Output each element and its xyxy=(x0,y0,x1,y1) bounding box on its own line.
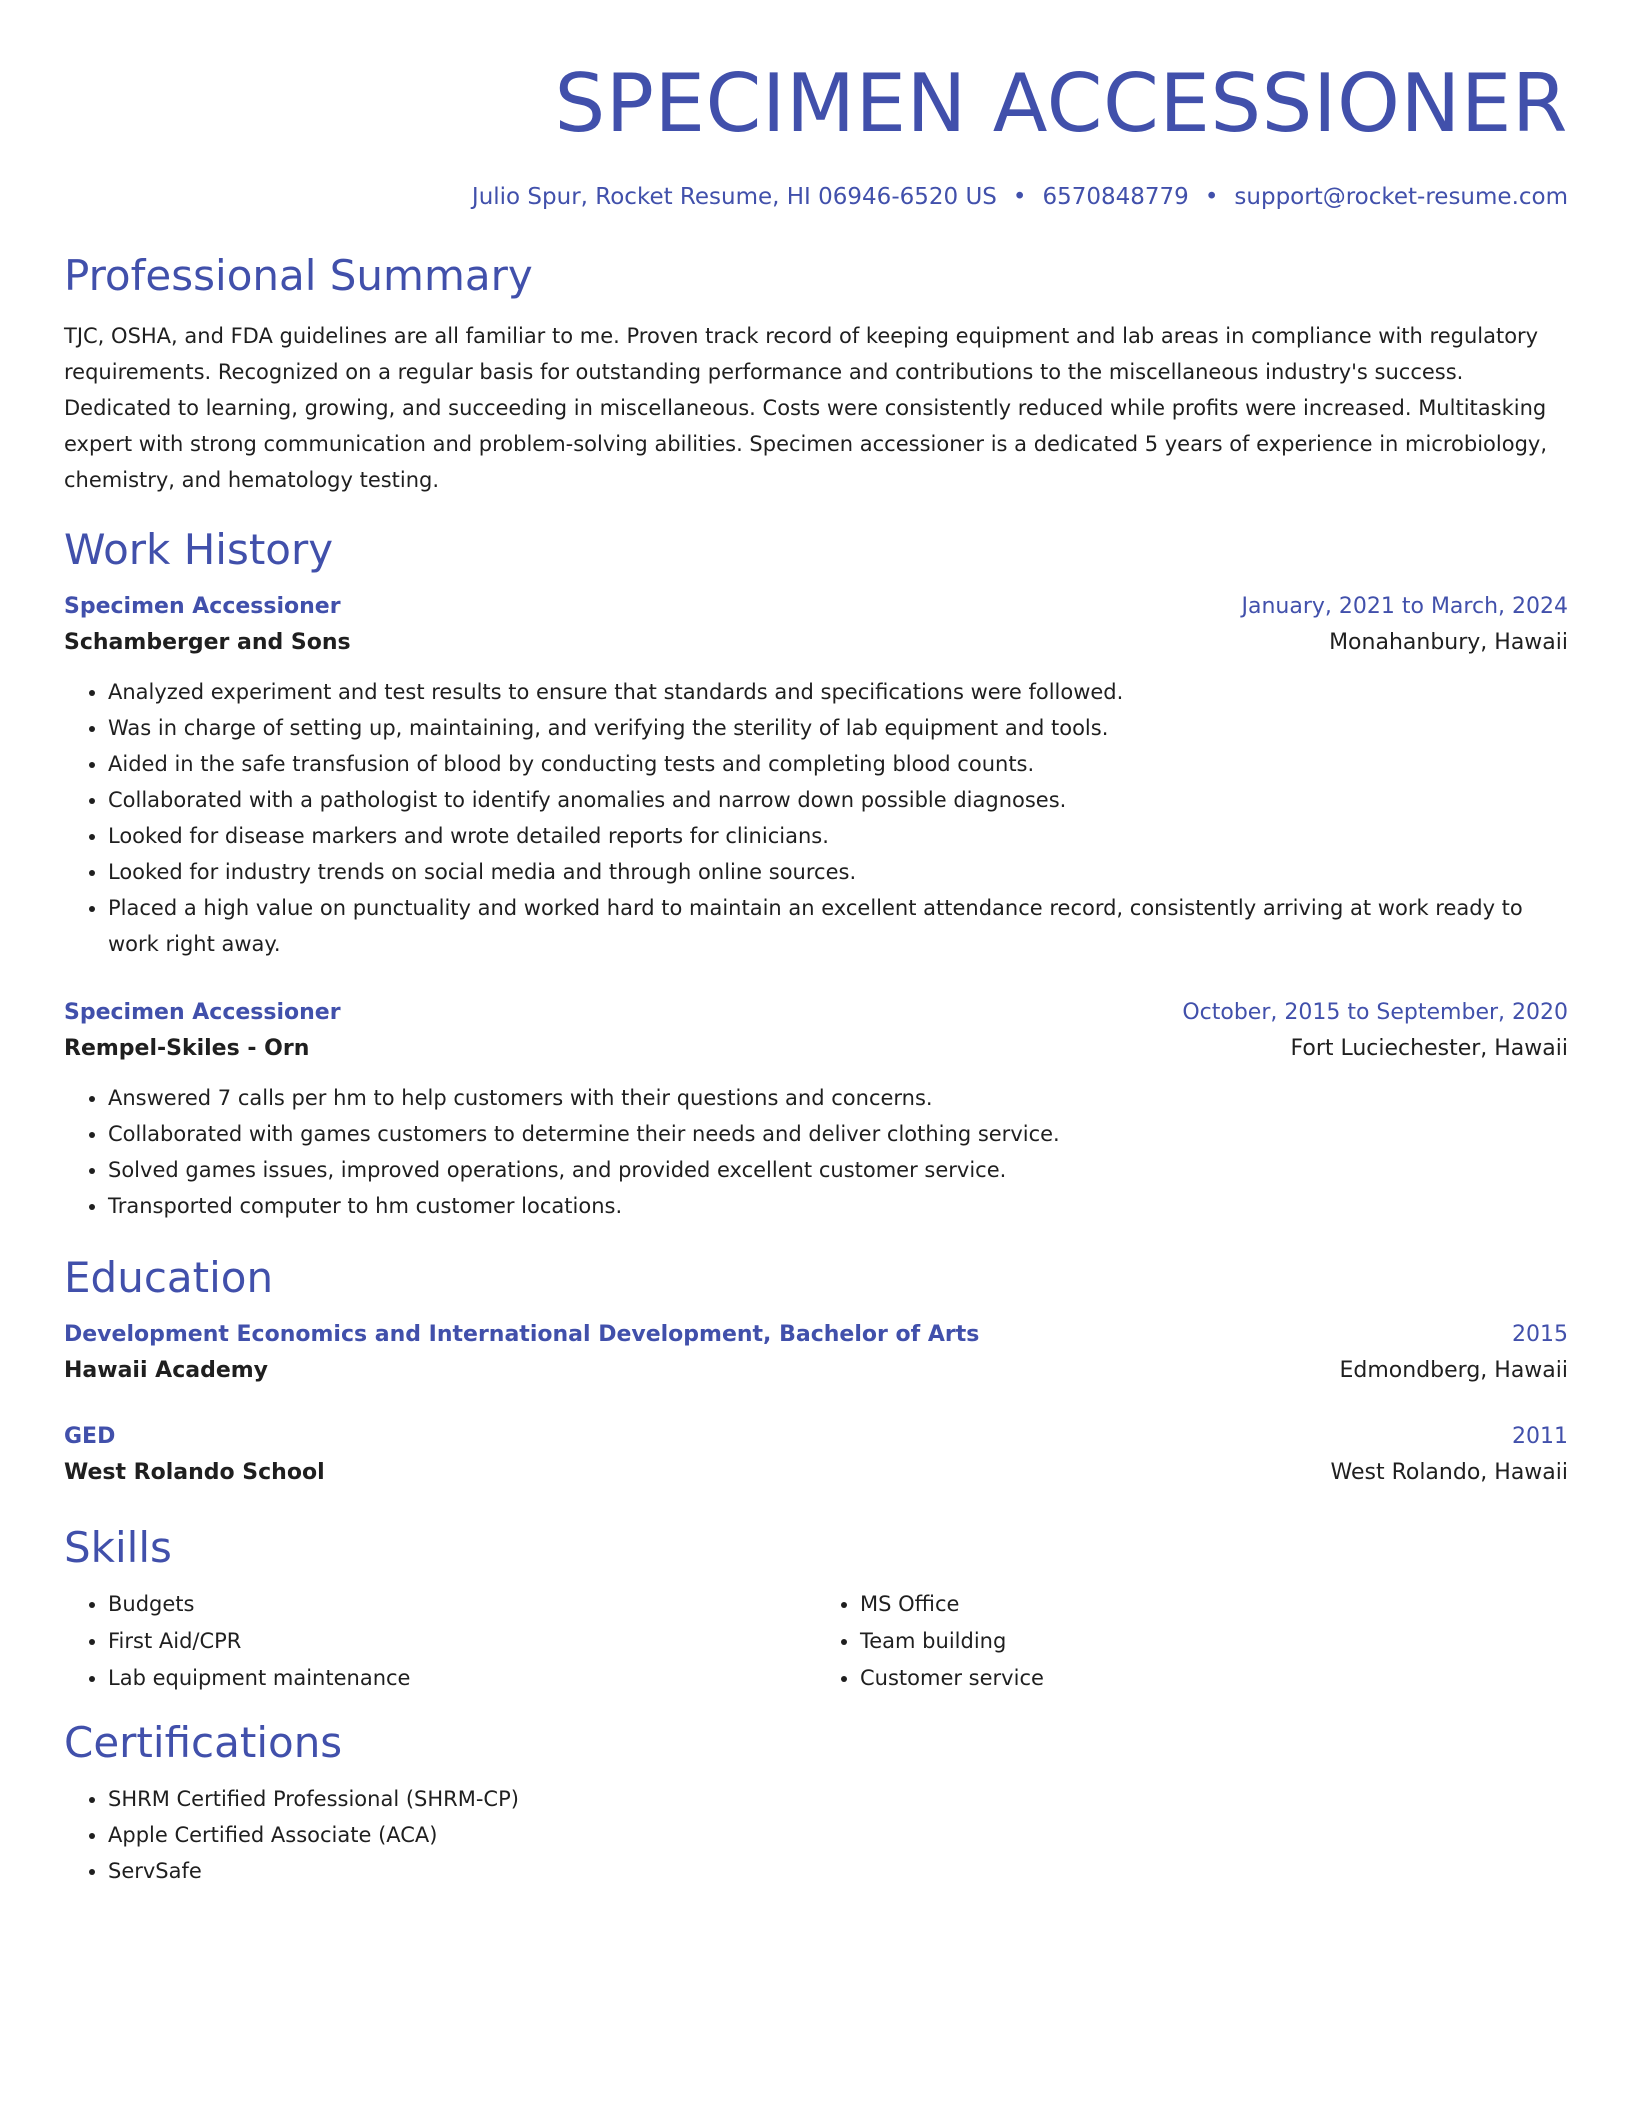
school-location: West Rolando, Hawaii xyxy=(1330,1460,1568,1485)
certifications-section xyxy=(64,1717,1568,1889)
summary-text: TJC, OSHA, and FDA guidelines are all familiar to me. Proven track record of keeping equipment and lab areas in compliance with regulatory requirements. Recognized on a regular basis for outstanding performance and contributions to the miscellaneous industry's success. Dedicated to learning, growing, and succeeding in miscellaneous. Costs were consistently reduced while profits were increased. Multitasking expert with strong communication and problem-solving abilities. Specimen accessioner is a dedicated 5 years of experience in microbiology, chemistry, and hematology testing. xyxy=(64,324,1548,492)
list-item: • Collaborated with games customers to determine their needs and deliver clothing service. xyxy=(108,1116,1568,1152)
skill-item: • Customer service xyxy=(860,1660,1568,1697)
degree-name: Development Economics and International Development, Bachelor of Arts xyxy=(64,1322,980,1347)
skill-item: • MS Office xyxy=(860,1586,1568,1623)
school-location: Edmondberg, Hawaii xyxy=(1339,1358,1568,1383)
list-item: • Collaborated with a pathologist to identify anomalies and narrow down possible diagnoses. xyxy=(108,782,1568,818)
list-item: • Transported computer to hm customer locations. xyxy=(108,1188,1568,1224)
job-entry xyxy=(64,996,1568,1224)
contact-email: support@rocket-resume.com xyxy=(1234,184,1568,210)
job-org-row xyxy=(64,624,1568,662)
job-location: Fort Luciechester, Hawaii xyxy=(1290,1036,1568,1061)
contact-separator: • xyxy=(1204,184,1219,210)
resume-header xyxy=(64,56,1568,212)
graduation-year: 2011 xyxy=(1512,1424,1568,1449)
certification-item: • ServSafe xyxy=(108,1853,1568,1889)
certifications-list xyxy=(64,1781,1568,1889)
degree-name: GED xyxy=(64,1424,116,1449)
education-school-row xyxy=(64,1454,1568,1492)
job-duties-list xyxy=(64,1080,1568,1224)
section-title: Education xyxy=(64,1253,274,1302)
school-name: Hawaii Academy xyxy=(64,1358,269,1383)
section-title: Work History xyxy=(64,525,334,574)
job-dates: October, 2015 to September, 2020 xyxy=(1182,1000,1568,1025)
contact-line xyxy=(64,182,1568,212)
list-item: • Analyzed experiment and test results to ensure that standards and specifications were followed. xyxy=(108,674,1568,710)
skills-list-left xyxy=(64,1586,816,1697)
skills-grid xyxy=(64,1586,1568,1697)
skill-item: • First Aid/CPR xyxy=(108,1623,816,1660)
contact-address: Julio Spur, Rocket Resume, HI 06946-6520 US xyxy=(471,184,997,210)
job-location: Monahanbury, Hawaii xyxy=(1329,630,1568,655)
certification-item: • Apple Certified Associate (ACA) xyxy=(108,1817,1568,1853)
school-name: West Rolando School xyxy=(64,1460,325,1485)
education-entry xyxy=(64,1420,1568,1492)
contact-separator: • xyxy=(1012,184,1027,210)
company-name: Schamberger and Sons xyxy=(64,630,351,655)
company-name: Rempel-Skiles - Orn xyxy=(64,1036,310,1061)
job-duties-list xyxy=(64,674,1568,962)
section-title: Professional Summary xyxy=(64,251,533,300)
skill-item: • Lab equipment maintenance xyxy=(108,1660,816,1697)
job-header-row xyxy=(64,590,1568,624)
list-item: • Placed a high value on punctuality and worked hard to maintain an excellent attendance record, consistently arriving at work ready to work right away. xyxy=(108,890,1568,962)
candidate-name: SPECIMEN ACCESSIONER xyxy=(554,57,1568,150)
work-history-section xyxy=(64,524,1568,1224)
list-item: • Looked for industry trends on social media and through online sources. xyxy=(108,854,1568,890)
list-item: • Solved games issues, improved operations, and provided excellent customer service. xyxy=(108,1152,1568,1188)
skill-item: • Budgets xyxy=(108,1586,816,1623)
job-header-row xyxy=(64,996,1568,1030)
list-item: • Looked for disease markers and wrote detailed reports for clinicians. xyxy=(108,818,1568,854)
professional-summary-section xyxy=(64,250,1568,498)
skills-section xyxy=(64,1522,1568,1697)
list-item: • Was in charge of setting up, maintaining, and verifying the sterility of lab equipment and tools. xyxy=(108,710,1568,746)
education-entry xyxy=(64,1318,1568,1390)
list-item: • Aided in the safe transfusion of blood by conducting tests and completing blood counts. xyxy=(108,746,1568,782)
job-org-row xyxy=(64,1030,1568,1068)
education-header-row xyxy=(64,1318,1568,1352)
education-section xyxy=(64,1252,1568,1492)
education-header-row xyxy=(64,1420,1568,1454)
section-title: Certifications xyxy=(64,1718,343,1767)
job-entry xyxy=(64,590,1568,962)
skills-list-right xyxy=(816,1586,1568,1697)
education-school-row xyxy=(64,1352,1568,1390)
graduation-year: 2015 xyxy=(1512,1322,1568,1347)
list-item: • Answered 7 calls per hm to help customers with their questions and concerns. xyxy=(108,1080,1568,1116)
job-title: Specimen Accessioner xyxy=(64,1000,341,1025)
job-title: Specimen Accessioner xyxy=(64,594,341,619)
section-title: Skills xyxy=(64,1523,172,1572)
contact-phone: 6570848779 xyxy=(1042,184,1189,210)
skill-item: • Team building xyxy=(860,1623,1568,1660)
job-dates: January, 2021 to March, 2024 xyxy=(1241,594,1568,619)
certification-item: • SHRM Certified Professional (SHRM-CP) xyxy=(108,1781,1568,1817)
